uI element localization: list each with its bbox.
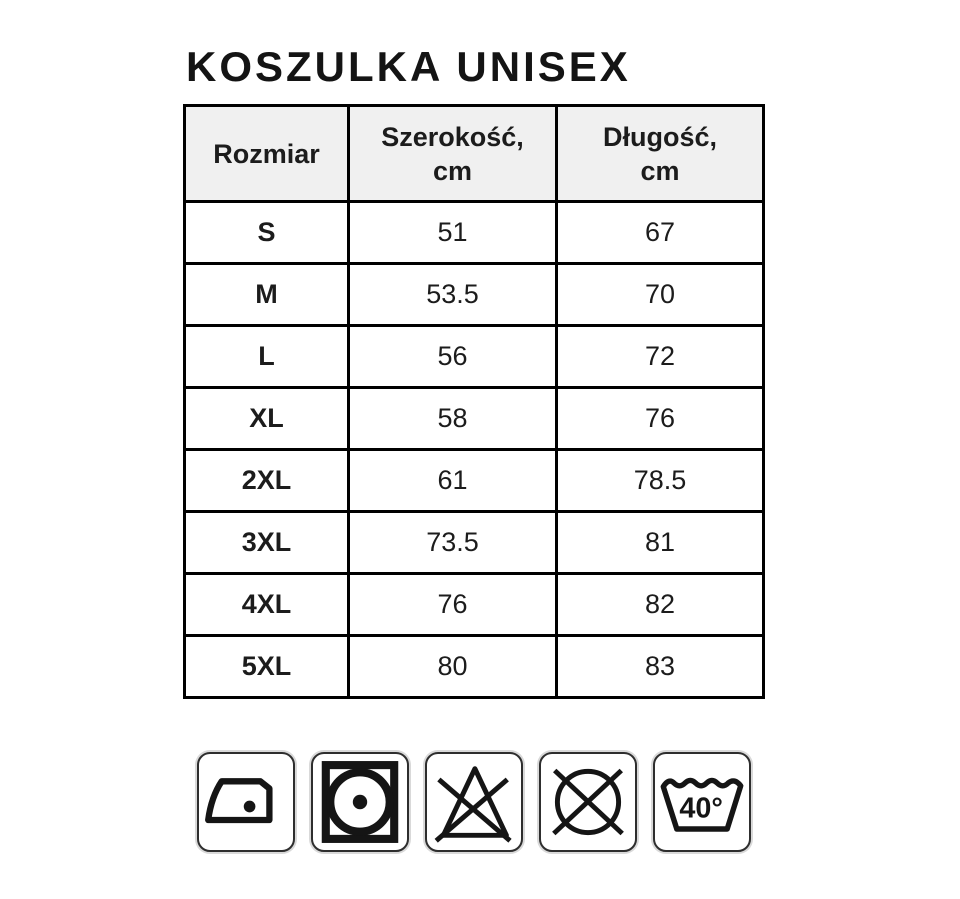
row-width-value: 76 — [349, 574, 557, 636]
care-symbol-frame — [653, 752, 751, 852]
row-length-value: 82 — [557, 574, 764, 636]
row-width-value: 61 — [349, 450, 557, 512]
row-size-label: M — [185, 264, 349, 326]
care-symbol-frame — [425, 752, 523, 852]
table-row — [185, 636, 764, 698]
table-row — [185, 202, 764, 264]
table-row — [185, 512, 764, 574]
row-length-value: 67 — [557, 202, 764, 264]
column-header-width — [349, 106, 557, 202]
row-width-value: 58 — [349, 388, 557, 450]
wash-temperature-label: 40° — [679, 792, 723, 825]
row-size-label: 2XL — [185, 450, 349, 512]
table-row — [185, 574, 764, 636]
row-size-label: XL — [185, 388, 349, 450]
table-row — [185, 450, 764, 512]
row-length-value: 78.5 — [557, 450, 764, 512]
care-symbol-frame — [311, 752, 409, 852]
tumble-dry-dot-icon — [315, 756, 405, 848]
iron-one-dot-icon — [201, 756, 291, 848]
table-header-row — [185, 106, 764, 202]
row-size-label: 5XL — [185, 636, 349, 698]
column-header-length — [557, 106, 764, 202]
row-width-value: 80 — [349, 636, 557, 698]
row-width-value: 73.5 — [349, 512, 557, 574]
row-size-label: L — [185, 326, 349, 388]
size-table-body — [185, 202, 764, 698]
care-symbol-frame — [197, 752, 295, 852]
row-length-value: 72 — [557, 326, 764, 388]
row-size-label: 4XL — [185, 574, 349, 636]
care-symbols-row — [197, 752, 751, 852]
table-row — [185, 388, 764, 450]
column-header-label: Długość, — [602, 121, 717, 152]
table-row — [185, 326, 764, 388]
row-length-value: 83 — [557, 636, 764, 698]
row-width-value: 56 — [349, 326, 557, 388]
wash-40-icon — [657, 756, 747, 848]
column-header-sub: cm — [432, 155, 473, 186]
table-row — [185, 264, 764, 326]
page-title: KOSZULKA UNISEX — [186, 43, 631, 90]
row-length-value: 76 — [557, 388, 764, 450]
column-header-label: Szerokość, — [381, 121, 524, 152]
row-length-value: 81 — [557, 512, 764, 574]
column-header-sub: cm — [640, 155, 680, 186]
do-not-dry-clean-icon — [543, 756, 633, 848]
column-header-size — [185, 106, 349, 202]
row-width-value: 53.5 — [349, 264, 557, 326]
care-symbol-frame — [539, 752, 637, 852]
size-table — [183, 104, 765, 699]
row-width-value: 51 — [349, 202, 557, 264]
column-header-label: Rozmiar — [213, 138, 320, 169]
do-not-bleach-icon — [429, 756, 519, 848]
row-length-value: 70 — [557, 264, 764, 326]
row-size-label: S — [185, 202, 349, 264]
row-size-label: 3XL — [185, 512, 349, 574]
